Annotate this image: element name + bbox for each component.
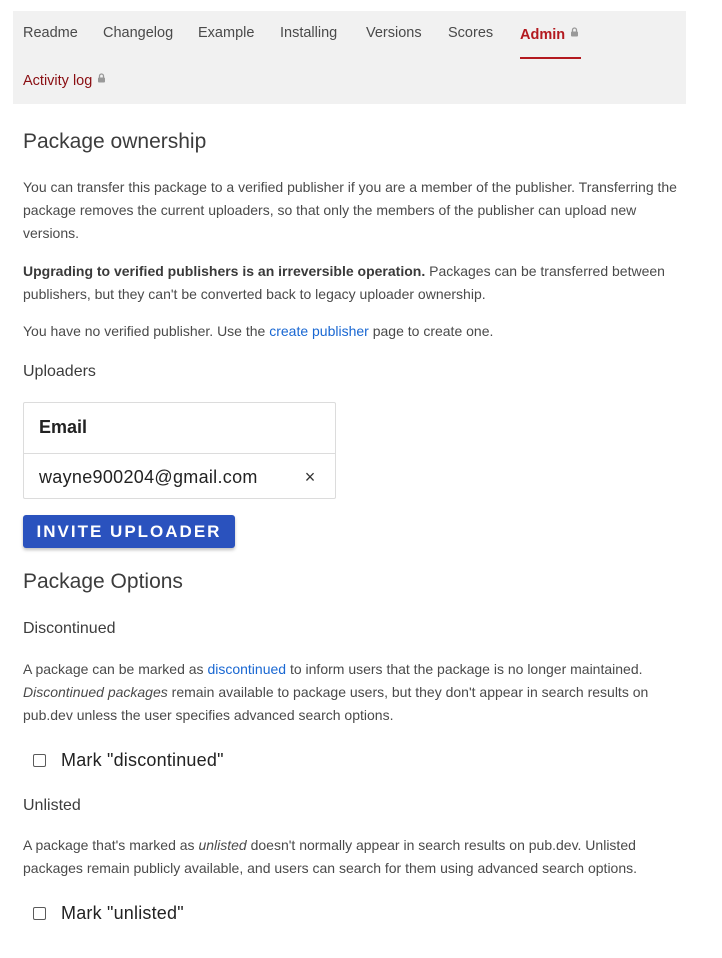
uploaders-heading: Uploaders [23, 363, 96, 380]
mark-discontinued-label[interactable]: Mark "discontinued" [61, 750, 224, 770]
tab-admin[interactable] [520, 25, 579, 43]
table-divider [24, 453, 335, 454]
unlisted-heading: Unlisted [23, 797, 81, 814]
mark-unlisted-label[interactable]: Mark "unlisted" [61, 903, 184, 923]
unlisted-description [23, 834, 683, 880]
create-publisher-link[interactable]: create publisher [269, 323, 369, 339]
discontinued-heading: Discontinued [23, 620, 116, 637]
tab-activity-log[interactable] [23, 71, 106, 89]
no-publisher-note [23, 320, 683, 343]
discontinued-text-mid: to inform users that the package is no longer maintained. [286, 661, 643, 677]
tab-scores[interactable]: Scores [448, 25, 494, 41]
no-publisher-text-after: page to create one. [368, 323, 494, 339]
uploader-email: wayne900204@gmail.com [39, 467, 258, 487]
package-options-heading: Package Options [23, 570, 183, 593]
mark-unlisted-checkbox[interactable] [33, 907, 46, 920]
tab-versions[interactable]: Versions [366, 25, 422, 41]
unlisted-text: A package that's marked as [23, 837, 199, 853]
mark-unlisted-option[interactable] [33, 903, 184, 924]
discontinued-link[interactable]: discontinued [207, 661, 287, 677]
tab-activity-log-label: Activity log [23, 73, 93, 89]
lock-icon [570, 25, 579, 41]
tab-example[interactable]: Example [198, 25, 255, 41]
tab-readme[interactable]: Readme [23, 25, 78, 41]
tab-bar [13, 11, 686, 104]
discontinued-text: A package can be marked as [23, 661, 208, 677]
tab-installing[interactable]: Installing [280, 25, 338, 41]
tab-changelog[interactable]: Changelog [103, 25, 174, 41]
discontinued-text-after: remain available to package users, but they don't appear in search results on pub.dev unless the user specifies advanced search options. [23, 684, 649, 723]
no-publisher-text: You have no verified publisher. Use the [23, 323, 270, 339]
email-column-header: Email [39, 417, 88, 437]
mark-discontinued-option[interactable] [33, 750, 224, 771]
uploaders-table [23, 402, 336, 499]
discontinued-description [23, 658, 683, 727]
irreversible-detail: Packages can be transferred between publishers, but they can't be converted back to legacy uploader ownership. [23, 263, 665, 302]
remove-uploader-close-icon[interactable]: × [304, 467, 316, 487]
ownership-description: You can transfer this package to a verified publisher if you are a member of the publisher. Transferring the package removes the current uploaders, so that only the members of the publisher can upload new versions. [23, 179, 677, 241]
irreversible-note [23, 260, 683, 306]
tab-admin-label: Admin [520, 27, 566, 43]
mark-discontinued-checkbox[interactable] [33, 754, 46, 767]
discontinued-italic: Discontinued packages [23, 684, 168, 700]
irreversible-warning: Upgrading to verified publishers is an irreversible operation. [23, 263, 426, 279]
invite-uploader-button[interactable]: INVITE UPLOADER [23, 515, 235, 548]
package-ownership-heading: Package ownership [23, 130, 207, 153]
lock-icon [97, 71, 106, 87]
unlisted-italic: unlisted [198, 837, 247, 853]
active-tab-indicator [520, 57, 581, 59]
unlisted-text-after: doesn't normally appear in search results on pub.dev. Unlisted packages remain publicly available, and users can search for them using advanced search options. [23, 837, 638, 876]
